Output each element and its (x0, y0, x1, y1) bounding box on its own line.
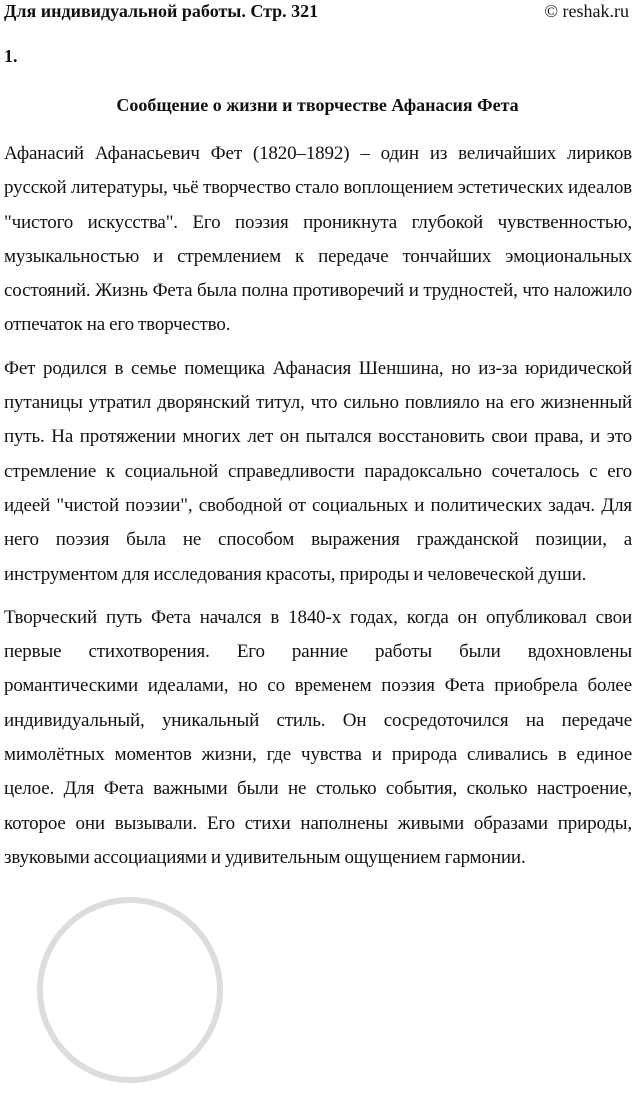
task-number: 1. (4, 46, 18, 66)
page-header (4, 0, 629, 22)
header-source: © reshak.ru (544, 1, 629, 21)
paragraph-3: Творческий путь Фета начался в 1840-х годах, когда он опубликовал свои первые стихотворения. Его ранние работы были вдохновлены романтическими идеалами, но со временем поэзия Фета приобрела более индивидуальный, уникальный стиль. Он сосредоточился на передаче мимолётных моментов жизни, где чувства и природа сливались в единое целое. Для Фета важными были не столько события, сколько настроение, которое они вызывали. Его стихи наполнены живыми образами природы, звуковыми ассоциациями и удивительным ощущением гармонии. (4, 606, 632, 868)
paragraph-2: Фет родился в семье помещика Афанасия Шеншина, но из-за юридической путаницы утратил дворянский титул, что сильно повлияло на его жизненный путь. На протяжении многих лет он пытался восстановить свои права, и это стремление к социальной справедливости парадоксально сочеталось с его идеей "чистой поэзии", свободной от социальных и политических задач. Для него поэзия была не способом выражения гражданской позиции, а инструментом для исследования красоты, природы и человеческой души. (4, 357, 632, 585)
document-title: Сообщение о жизни и творчестве Афанасия Фета (116, 95, 519, 115)
paragraph-1: Афанасий Афанасьевич Фет (1820–1892) – один из величайших лириков русской литературы, чьё творчество стало воплощением эстетических идеалов "чистого искусства". Его поэзия проникнута глубокой чувственностью, музыкальностью и стремлением к передаче тончайших эмоциональных состояний. Жизнь Фета была полна противоречий и трудностей, что наложило отпечаток на его творчество. (4, 143, 632, 336)
header-title: Для индивидуальной работы. Стр. 321 (4, 1, 319, 21)
body-text (4, 137, 632, 884)
